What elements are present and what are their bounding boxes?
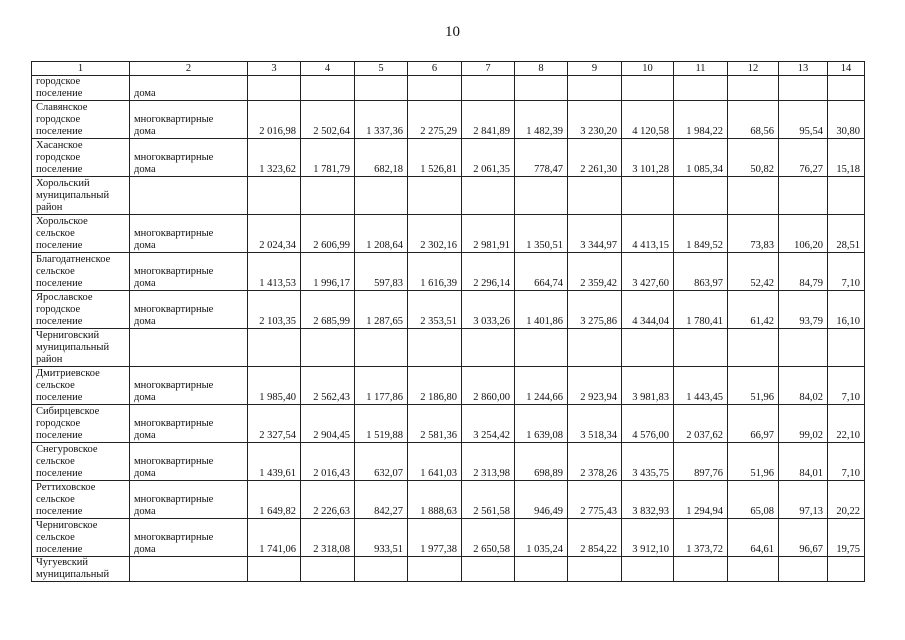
column-header: 3 <box>248 62 301 76</box>
value-cell: 96,67 <box>779 519 828 557</box>
value-cell: 3 275,86 <box>568 291 622 329</box>
value-cell <box>515 557 568 582</box>
housing-type: многоквартирные дома <box>130 139 248 177</box>
value-cell: 61,42 <box>728 291 779 329</box>
value-cell <box>248 557 301 582</box>
value-cell: 2 061,35 <box>462 139 515 177</box>
value-cell: 2 103,35 <box>248 291 301 329</box>
value-cell: 2 650,58 <box>462 519 515 557</box>
municipality-name: Хасанское городское поселение <box>32 139 130 177</box>
value-cell: 2 904,45 <box>301 405 355 443</box>
table-body <box>32 76 865 582</box>
value-cell: 7,10 <box>828 443 865 481</box>
municipality-name: Хорольское сельское поселение <box>32 215 130 253</box>
value-cell: 19,75 <box>828 519 865 557</box>
value-cell: 76,27 <box>779 139 828 177</box>
municipality-name: Сибирцевское городское поселение <box>32 405 130 443</box>
value-cell <box>301 177 355 215</box>
value-cell <box>622 557 674 582</box>
value-cell: 3 427,60 <box>622 253 674 291</box>
value-cell: 1 035,24 <box>515 519 568 557</box>
value-cell <box>622 76 674 101</box>
column-header: 4 <box>301 62 355 76</box>
value-cell <box>408 177 462 215</box>
municipality-name: Реттиховское сельское поселение <box>32 481 130 519</box>
value-cell <box>728 329 779 367</box>
table-row <box>32 253 865 291</box>
value-cell: 632,07 <box>355 443 408 481</box>
table-row <box>32 76 865 101</box>
value-cell <box>728 177 779 215</box>
value-cell <box>568 177 622 215</box>
value-cell: 1 244,66 <box>515 367 568 405</box>
column-header: 14 <box>828 62 865 76</box>
value-cell: 2 923,94 <box>568 367 622 405</box>
value-cell: 1 443,45 <box>674 367 728 405</box>
value-cell <box>568 557 622 582</box>
value-cell: 3 981,83 <box>622 367 674 405</box>
value-cell <box>301 76 355 101</box>
value-cell: 1 985,40 <box>248 367 301 405</box>
value-cell: 1 984,22 <box>674 101 728 139</box>
table-header <box>32 62 865 76</box>
value-cell <box>622 329 674 367</box>
value-cell: 1 482,39 <box>515 101 568 139</box>
housing-type: дома <box>130 76 248 101</box>
value-cell: 3 912,10 <box>622 519 674 557</box>
housing-type: многоквартирные дома <box>130 405 248 443</box>
value-cell: 52,42 <box>728 253 779 291</box>
value-cell: 1 996,17 <box>301 253 355 291</box>
value-cell: 4 413,15 <box>622 215 674 253</box>
column-header: 9 <box>568 62 622 76</box>
value-cell <box>462 329 515 367</box>
housing-type: многоквартирные дома <box>130 481 248 519</box>
value-cell <box>515 76 568 101</box>
value-cell: 2 037,62 <box>674 405 728 443</box>
table-row <box>32 139 865 177</box>
column-header: 2 <box>130 62 248 76</box>
table-row <box>32 443 865 481</box>
value-cell: 933,51 <box>355 519 408 557</box>
value-cell: 7,10 <box>828 253 865 291</box>
value-cell <box>355 76 408 101</box>
value-cell <box>728 76 779 101</box>
header-row <box>32 62 865 76</box>
value-cell: 1 373,72 <box>674 519 728 557</box>
value-cell: 2 186,80 <box>408 367 462 405</box>
value-cell: 84,01 <box>779 443 828 481</box>
value-cell: 2 841,89 <box>462 101 515 139</box>
value-cell <box>779 177 828 215</box>
value-cell: 3 435,75 <box>622 443 674 481</box>
table-row <box>32 329 865 367</box>
municipality-name: Снегуровское сельское поселение <box>32 443 130 481</box>
table-row <box>32 557 865 582</box>
housing-type: многоквартирные дома <box>130 101 248 139</box>
value-cell: 2 296,14 <box>462 253 515 291</box>
housing-type <box>130 329 248 367</box>
value-cell: 97,13 <box>779 481 828 519</box>
value-cell: 1 639,08 <box>515 405 568 443</box>
value-cell <box>355 177 408 215</box>
value-cell <box>248 177 301 215</box>
value-cell: 897,76 <box>674 443 728 481</box>
housing-type: многоквартирные дома <box>130 519 248 557</box>
value-cell <box>515 329 568 367</box>
value-cell: 1 888,63 <box>408 481 462 519</box>
municipality-name: Черниговское сельское поселение <box>32 519 130 557</box>
value-cell <box>828 76 865 101</box>
value-cell: 1 649,82 <box>248 481 301 519</box>
value-cell <box>779 557 828 582</box>
value-cell: 2 775,43 <box>568 481 622 519</box>
value-cell: 1 177,86 <box>355 367 408 405</box>
column-header: 7 <box>462 62 515 76</box>
value-cell: 1 616,39 <box>408 253 462 291</box>
value-cell: 50,82 <box>728 139 779 177</box>
value-cell: 51,96 <box>728 367 779 405</box>
value-cell: 64,61 <box>728 519 779 557</box>
value-cell: 84,02 <box>779 367 828 405</box>
value-cell: 2 353,51 <box>408 291 462 329</box>
page-number: 10 <box>445 24 460 40</box>
value-cell <box>779 76 828 101</box>
value-cell: 3 832,93 <box>622 481 674 519</box>
value-cell: 2 502,64 <box>301 101 355 139</box>
value-cell: 99,02 <box>779 405 828 443</box>
value-cell: 84,79 <box>779 253 828 291</box>
housing-type: многоквартирные дома <box>130 253 248 291</box>
housing-type: многоквартирные дома <box>130 367 248 405</box>
value-cell <box>828 557 865 582</box>
value-cell <box>408 557 462 582</box>
municipality-name: Хорольский муниципальный район <box>32 177 130 215</box>
municipality-name: Ярославское городское поселение <box>32 291 130 329</box>
value-cell: 2 313,98 <box>462 443 515 481</box>
value-cell: 2 606,99 <box>301 215 355 253</box>
value-cell: 2 024,34 <box>248 215 301 253</box>
value-cell: 1 519,88 <box>355 405 408 443</box>
value-cell: 2 581,36 <box>408 405 462 443</box>
value-cell: 2 981,91 <box>462 215 515 253</box>
value-cell <box>674 76 728 101</box>
value-cell: 68,56 <box>728 101 779 139</box>
value-cell: 1 208,64 <box>355 215 408 253</box>
municipality-name: Дмитриевское сельское поселение <box>32 367 130 405</box>
value-cell <box>568 76 622 101</box>
value-cell <box>674 177 728 215</box>
municipality-name: Черниговский муниципальный район <box>32 329 130 367</box>
value-cell: 15,18 <box>828 139 865 177</box>
value-cell: 3 344,97 <box>568 215 622 253</box>
table-row <box>32 481 865 519</box>
value-cell: 946,49 <box>515 481 568 519</box>
value-cell: 2 302,16 <box>408 215 462 253</box>
value-cell: 1 977,38 <box>408 519 462 557</box>
value-cell <box>462 177 515 215</box>
municipality-name: Чугуевский муниципальный <box>32 557 130 582</box>
value-cell <box>674 329 728 367</box>
value-cell: 66,97 <box>728 405 779 443</box>
value-cell: 1 085,34 <box>674 139 728 177</box>
value-cell: 106,20 <box>779 215 828 253</box>
value-cell: 2 860,00 <box>462 367 515 405</box>
value-cell: 28,51 <box>828 215 865 253</box>
value-cell: 1 781,79 <box>301 139 355 177</box>
value-cell: 1 439,61 <box>248 443 301 481</box>
value-cell: 1 337,36 <box>355 101 408 139</box>
housing-type: многоквартирные дома <box>130 443 248 481</box>
value-cell <box>462 76 515 101</box>
value-cell: 2 016,43 <box>301 443 355 481</box>
value-cell: 1 401,86 <box>515 291 568 329</box>
value-cell <box>728 557 779 582</box>
municipality-name: Славянское городское поселение <box>32 101 130 139</box>
table-row <box>32 101 865 139</box>
value-cell: 1 641,03 <box>408 443 462 481</box>
value-cell: 863,97 <box>674 253 728 291</box>
column-header: 11 <box>674 62 728 76</box>
value-cell: 778,47 <box>515 139 568 177</box>
value-cell: 3 101,28 <box>622 139 674 177</box>
tariff-table <box>31 61 865 582</box>
value-cell <box>248 329 301 367</box>
value-cell <box>355 557 408 582</box>
table-row <box>32 519 865 557</box>
value-cell: 4 120,58 <box>622 101 674 139</box>
value-cell: 682,18 <box>355 139 408 177</box>
value-cell: 2 854,22 <box>568 519 622 557</box>
value-cell: 2 275,29 <box>408 101 462 139</box>
value-cell <box>568 329 622 367</box>
table-row <box>32 177 865 215</box>
value-cell: 1 413,53 <box>248 253 301 291</box>
value-cell <box>408 76 462 101</box>
value-cell: 2 327,54 <box>248 405 301 443</box>
housing-type <box>130 177 248 215</box>
municipality-name: городское поселение <box>32 76 130 101</box>
table-row <box>32 215 865 253</box>
value-cell: 93,79 <box>779 291 828 329</box>
value-cell: 2 561,58 <box>462 481 515 519</box>
value-cell: 16,10 <box>828 291 865 329</box>
value-cell: 51,96 <box>728 443 779 481</box>
housing-type <box>130 557 248 582</box>
value-cell: 2 318,08 <box>301 519 355 557</box>
value-cell <box>779 329 828 367</box>
column-header: 6 <box>408 62 462 76</box>
value-cell: 1 323,62 <box>248 139 301 177</box>
value-cell <box>462 557 515 582</box>
value-cell <box>301 329 355 367</box>
column-header: 10 <box>622 62 674 76</box>
value-cell: 698,89 <box>515 443 568 481</box>
value-cell: 597,83 <box>355 253 408 291</box>
municipality-name: Благодатненское сельское поселение <box>32 253 130 291</box>
value-cell <box>408 329 462 367</box>
value-cell <box>674 557 728 582</box>
value-cell: 2 261,30 <box>568 139 622 177</box>
value-cell: 4 344,04 <box>622 291 674 329</box>
value-cell: 2 016,98 <box>248 101 301 139</box>
value-cell: 1 526,81 <box>408 139 462 177</box>
value-cell <box>248 76 301 101</box>
value-cell: 2 685,99 <box>301 291 355 329</box>
value-cell: 95,54 <box>779 101 828 139</box>
value-cell: 3 254,42 <box>462 405 515 443</box>
value-cell: 842,27 <box>355 481 408 519</box>
table-row <box>32 367 865 405</box>
column-header: 8 <box>515 62 568 76</box>
value-cell: 1 780,41 <box>674 291 728 329</box>
value-cell: 3 230,20 <box>568 101 622 139</box>
value-cell: 1 294,94 <box>674 481 728 519</box>
value-cell: 2 226,63 <box>301 481 355 519</box>
value-cell: 2 562,43 <box>301 367 355 405</box>
value-cell: 2 359,42 <box>568 253 622 291</box>
table-row <box>32 291 865 329</box>
column-header: 13 <box>779 62 828 76</box>
value-cell: 664,74 <box>515 253 568 291</box>
value-cell <box>301 557 355 582</box>
value-cell: 65,08 <box>728 481 779 519</box>
value-cell <box>515 177 568 215</box>
value-cell: 2 378,26 <box>568 443 622 481</box>
value-cell <box>355 329 408 367</box>
value-cell: 3 033,26 <box>462 291 515 329</box>
value-cell: 4 576,00 <box>622 405 674 443</box>
column-header: 12 <box>728 62 779 76</box>
value-cell <box>828 329 865 367</box>
housing-type: многоквартирные дома <box>130 215 248 253</box>
value-cell: 1 741,06 <box>248 519 301 557</box>
value-cell: 7,10 <box>828 367 865 405</box>
column-header: 5 <box>355 62 408 76</box>
value-cell: 1 350,51 <box>515 215 568 253</box>
value-cell <box>828 177 865 215</box>
value-cell: 1 849,52 <box>674 215 728 253</box>
value-cell: 30,80 <box>828 101 865 139</box>
table-row <box>32 405 865 443</box>
value-cell: 1 287,65 <box>355 291 408 329</box>
value-cell: 73,83 <box>728 215 779 253</box>
value-cell <box>622 177 674 215</box>
housing-type: многоквартирные дома <box>130 291 248 329</box>
value-cell: 22,10 <box>828 405 865 443</box>
value-cell: 3 518,34 <box>568 405 622 443</box>
column-header: 1 <box>32 62 130 76</box>
value-cell: 20,22 <box>828 481 865 519</box>
